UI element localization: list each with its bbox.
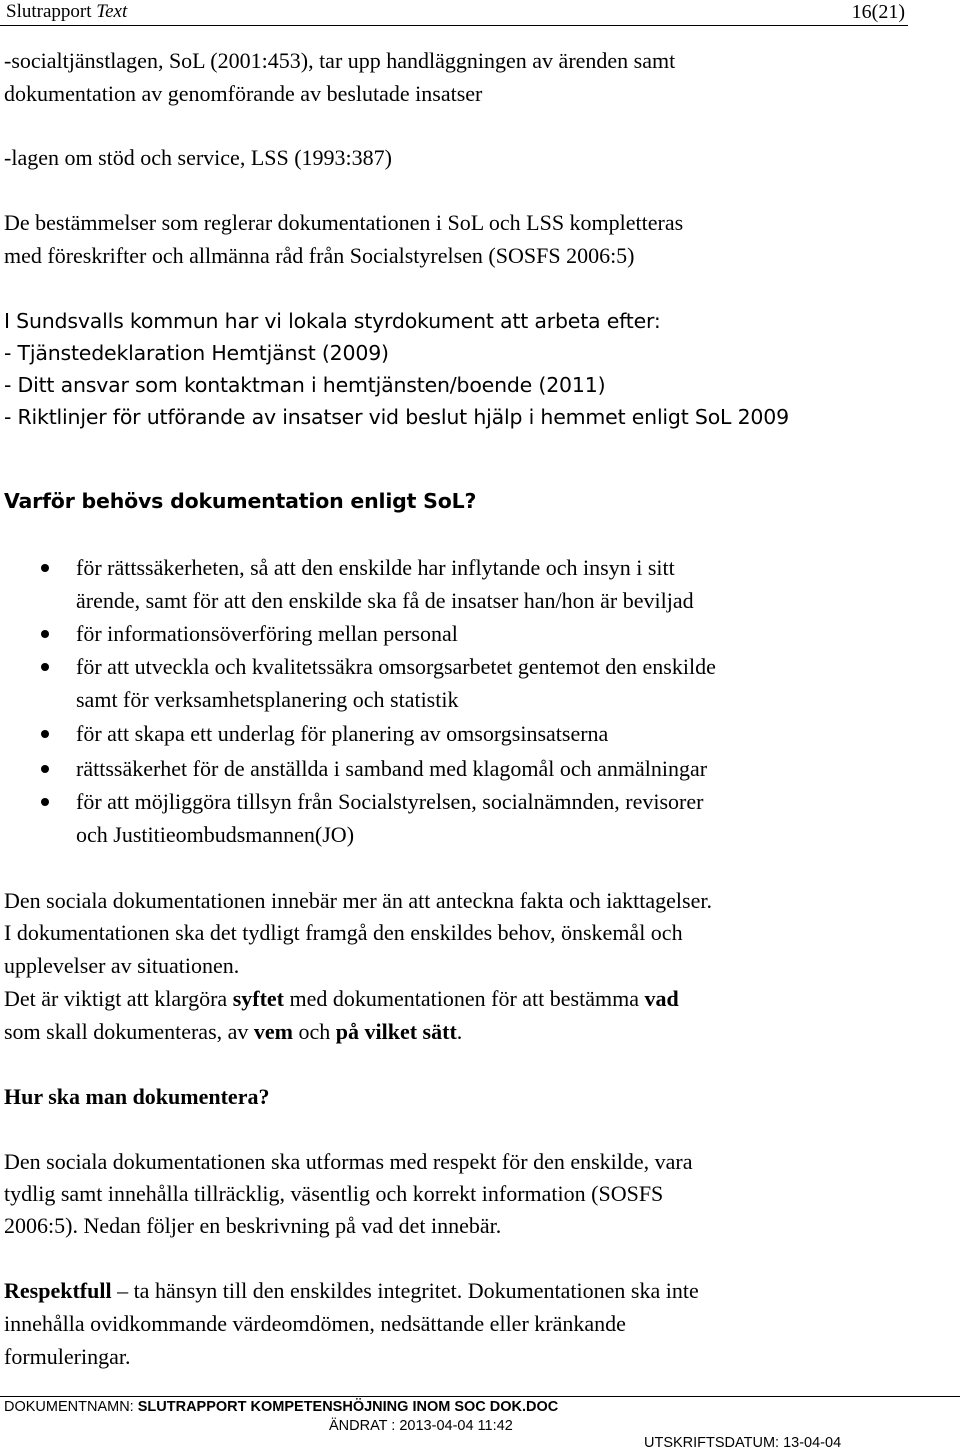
why-bullet-line: för att möjliggöra tillsyn från Socialstyrelsen, socialnämnden, revisorer — [76, 789, 704, 814]
local-doc-item: - Tjänstedeklaration Hemtjänst (2009) — [4, 341, 389, 365]
how-paragraph-line: tydlig samt innehålla tillräcklig, väsentlig och korrekt information (SOSFS — [4, 1181, 664, 1206]
footer-document-name — [4, 1399, 558, 1415]
local-docs-intro: I Sundsvalls kommun har vi lokala styrdokument att arbeta efter: — [4, 309, 661, 333]
why-heading: Varför behövs dokumentation enligt SoL? — [4, 489, 477, 513]
why-bullet-line: och Justitieombudsmannen(JO) — [76, 822, 355, 847]
regulation-line-1: De bestämmelser som reglerar dokumentationen i SoL och LSS kompletteras — [4, 210, 684, 235]
text-run: . — [456, 1019, 463, 1044]
header-title-prefix: Slutrapport — [6, 1, 92, 22]
text-run: och — [293, 1019, 336, 1044]
social-doc-line-4 — [4, 982, 679, 1015]
why-bullet-line: för informationsöverföring mellan personal — [76, 621, 458, 646]
bullet-icon — [41, 663, 49, 671]
sol-line-2: dokumentation av genomförande av beslutade insatser — [4, 81, 483, 106]
bullet-icon — [41, 730, 49, 738]
respektfull-line-2: innehålla ovidkommande värdeomdömen, nedsättande eller kränkande — [4, 1311, 626, 1336]
lss-line: -lagen om stöd och service, LSS (1993:387) — [4, 145, 392, 170]
text-run: som skall dokumenteras, av — [4, 1019, 254, 1044]
text-run: – ta hänsyn till den enskildes integritet. Dokumentationen ska inte — [111, 1278, 699, 1303]
bullet-icon — [41, 798, 49, 806]
footer-divider — [0, 1396, 960, 1397]
respektfull-line-3: formuleringar. — [4, 1344, 131, 1369]
sol-line-1: -socialtjänstlagen, SoL (2001:453), tar upp handläggningen av ärenden samt — [4, 48, 676, 73]
term-respektfull: Respektfull — [4, 1278, 112, 1303]
page-number: 16(21) — [851, 1, 905, 23]
emphasis-vad: vad — [644, 986, 679, 1011]
emphasis-syftet: syftet — [232, 986, 285, 1011]
why-bullet-line: samt för verksamhetsplanering och statistik — [76, 687, 459, 712]
footer-print-date: UTSKRIFTSDATUM: 13-04-04 — [644, 1435, 842, 1451]
header-title-italic: Text — [96, 1, 128, 22]
how-paragraph-line: Den sociala dokumentationen ska utformas med respekt för den enskilde, vara — [4, 1149, 693, 1174]
text-run: med dokumentationen för att bestämma — [284, 986, 645, 1011]
bullet-icon — [41, 564, 49, 572]
local-doc-item: - Riktlinjer för utförande av insatser vid beslut hjälp i hemmet enligt SoL 2009 — [4, 405, 789, 429]
why-bullet-line: för rättssäkerheten, så att den enskilde har inflytande och insyn i sitt — [76, 555, 675, 580]
why-bullet-line: för att utveckla och kvalitetssäkra omsorgsarbetet gentemot den enskilde — [76, 654, 716, 679]
header-divider — [0, 25, 908, 26]
why-bullet-line: ärende, samt för att den enskilde ska få de insatser han/hon är beviljad — [76, 588, 694, 613]
footer-docname-label: DOKUMENTNAMN: — [4, 1399, 138, 1415]
respektfull-line-1 — [4, 1274, 699, 1307]
local-doc-item: - Ditt ansvar som kontaktman i hemtjänsten/boende (2011) — [4, 373, 606, 397]
social-doc-line-5 — [4, 1015, 462, 1048]
bullet-icon — [41, 765, 49, 773]
emphasis-pa-vilket-satt: på vilket sätt — [335, 1019, 457, 1044]
social-doc-line-3: upplevelser av situationen. — [4, 953, 240, 978]
document-header-title — [6, 0, 127, 24]
how-paragraph-line: 2006:5). Nedan följer en beskrivning på vad det innebär. — [4, 1213, 502, 1238]
text-run: Det är viktigt att klargöra — [4, 986, 233, 1011]
how-heading: Hur ska man dokumentera? — [4, 1084, 270, 1109]
why-bullet-line: för att skapa ett underlag för planering av omsorgsinsatserna — [76, 721, 609, 746]
social-doc-line-2: I dokumentationen ska det tydligt framgå den enskildes behov, önskemål och — [4, 920, 683, 945]
bullet-icon — [41, 630, 49, 638]
footer-changed-date: ÄNDRAT : 2013-04-04 11:42 — [329, 1418, 513, 1434]
regulation-line-2: med föreskrifter och allmänna råd från Socialstyrelsen (SOSFS 2006:5) — [4, 243, 635, 268]
emphasis-vem: vem — [253, 1019, 293, 1044]
footer-docname-value: SLUTRAPPORT KOMPETENSHÖJNING INOM SOC DOK.DOC — [137, 1399, 559, 1415]
social-doc-line-1: Den sociala dokumentationen innebär mer än att anteckna fakta och iakttagelser. — [4, 888, 712, 913]
why-bullet-line: rättssäkerhet för de anställda i samband med klagomål och anmälningar — [76, 756, 708, 781]
